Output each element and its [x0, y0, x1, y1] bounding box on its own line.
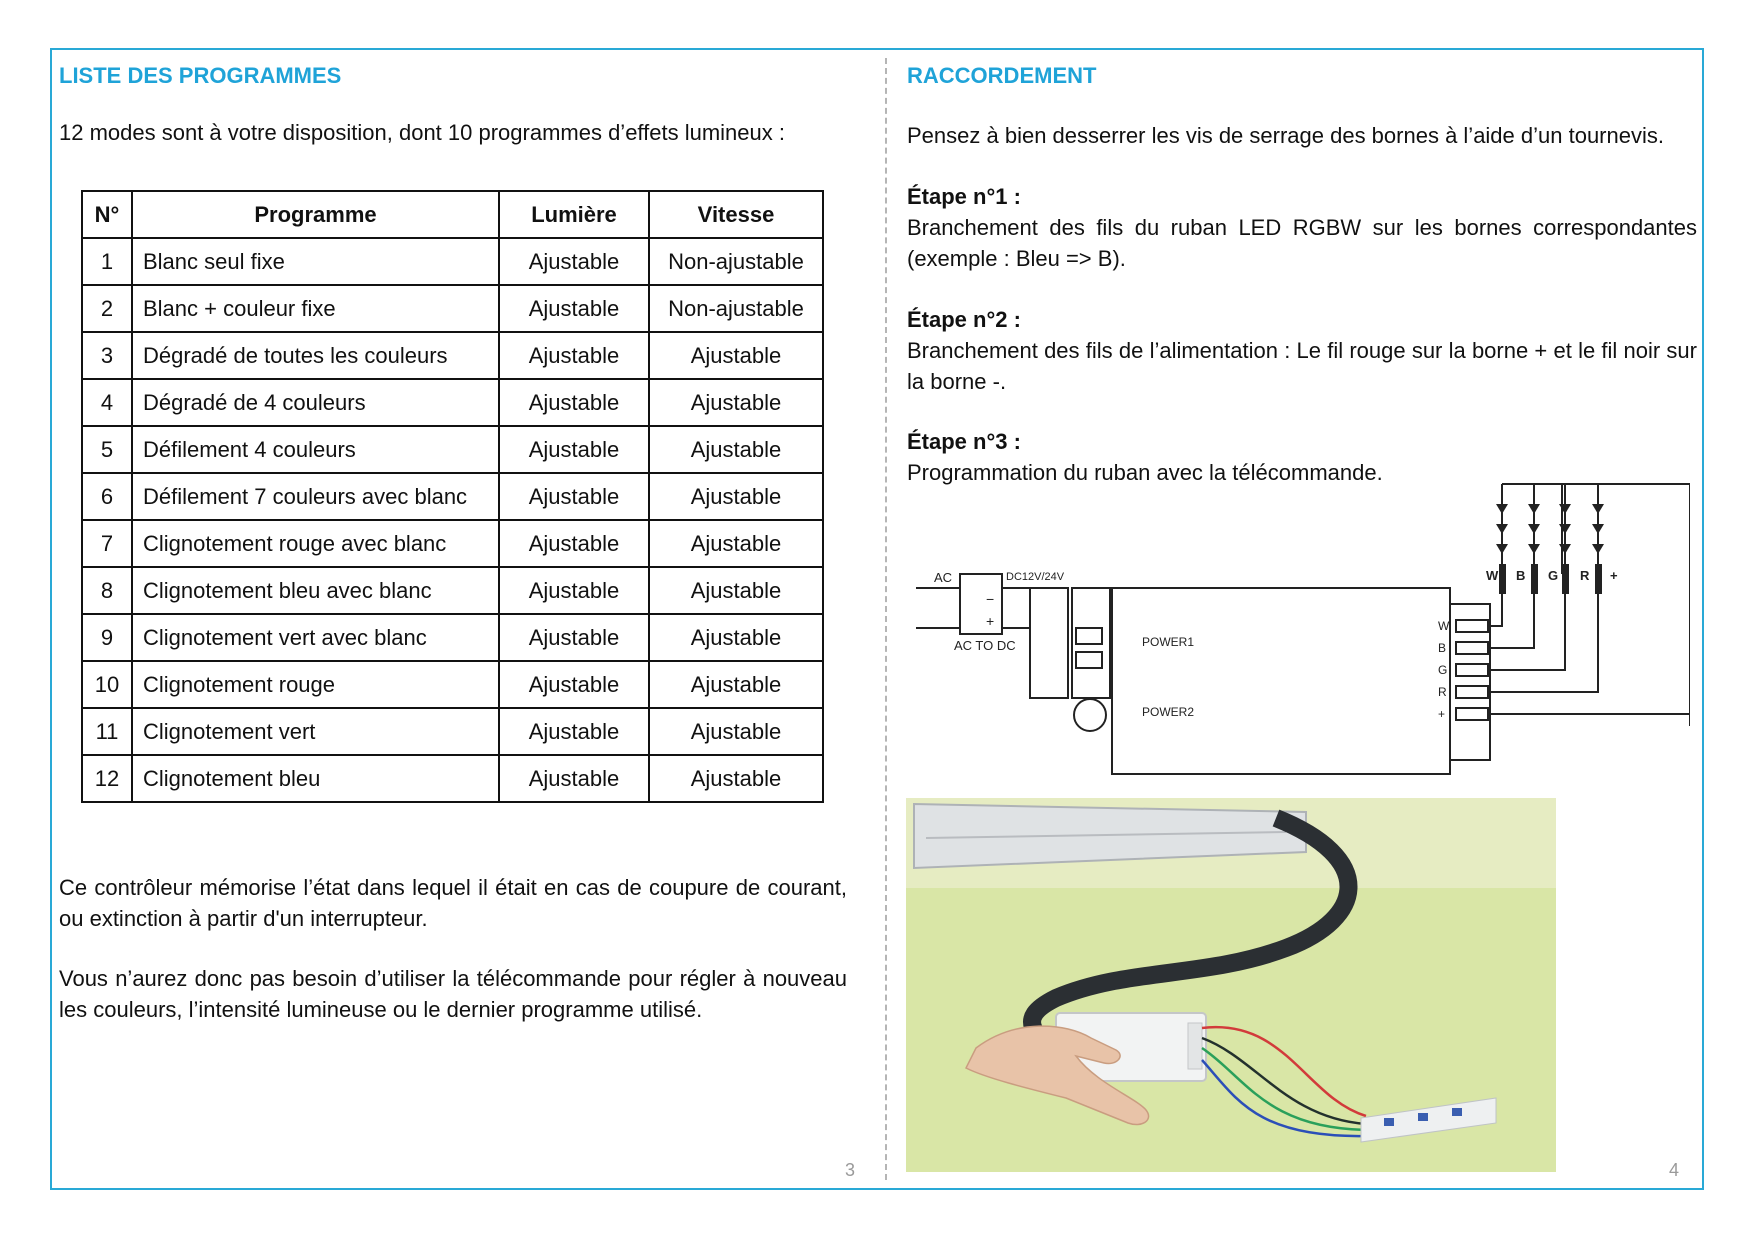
power1-label: POWER1 [1142, 635, 1195, 649]
table-row [82, 332, 823, 379]
page-number-right: 4 [1669, 1160, 1680, 1180]
row-number: 2 [82, 285, 132, 332]
row-light: Ajustable [499, 379, 649, 426]
step-1 [907, 181, 1697, 274]
strip-label: + [1610, 568, 1618, 583]
terminal-label: B [1438, 641, 1447, 655]
page-number-left: 3 [845, 1160, 856, 1180]
table-row [82, 755, 823, 802]
row-speed: Ajustable [649, 708, 823, 755]
row-program: Blanc + couleur fixe [132, 285, 499, 332]
led-strip-drawing [1502, 484, 1690, 726]
page-divider [885, 58, 887, 1180]
table-row [82, 426, 823, 473]
row-speed: Non-ajustable [649, 285, 823, 332]
strip-label: G [1548, 568, 1559, 583]
row-light: Ajustable [499, 238, 649, 285]
column-header-program: Programme [132, 191, 499, 238]
row-speed: Ajustable [649, 379, 823, 426]
row-speed: Ajustable [649, 426, 823, 473]
wiring-diagram [912, 478, 1690, 778]
remote-paragraph: Vous n’aurez donc pas besoin d’utiliser la télécommande pour régler à nouveau les couleurs, l’intensité lumineuse ou le dernier programme utilisé. [59, 966, 847, 1022]
ac-label: AC [934, 570, 953, 585]
row-light: Ajustable [499, 708, 649, 755]
row-speed: Ajustable [649, 755, 823, 802]
row-program: Clignotement rouge avec blanc [132, 520, 499, 567]
row-speed: Ajustable [649, 661, 823, 708]
row-light: Ajustable [499, 567, 649, 614]
terminal-labels [1438, 619, 1450, 721]
row-number: 10 [82, 661, 132, 708]
row-number: 4 [82, 379, 132, 426]
row-number: 8 [82, 567, 132, 614]
terminal-label: + [1438, 707, 1446, 721]
row-number: 3 [82, 332, 132, 379]
table-row [82, 285, 823, 332]
row-light: Ajustable [499, 473, 649, 520]
row-number: 11 [82, 708, 132, 755]
row-light: Ajustable [499, 755, 649, 802]
row-program: Clignotement vert [132, 708, 499, 755]
column-header-speed: Vitesse [649, 191, 823, 238]
row-speed: Ajustable [649, 614, 823, 661]
row-number: 6 [82, 473, 132, 520]
table-row [82, 520, 823, 567]
strip-label: W [1486, 568, 1499, 583]
table-row [82, 708, 823, 755]
step-1-label: Étape n°1 : [907, 184, 1021, 209]
connection-intro: Pensez à bien desserrer les vis de serrage des bornes à l’aide d’un tournevis. [907, 123, 1664, 148]
row-program: Clignotement bleu [132, 755, 499, 802]
step-1-text: Branchement des fils du ruban LED RGBW sur les bornes correspondantes (exemple : Bleu => B). [907, 215, 1697, 271]
output-wires [1490, 590, 1690, 726]
row-light: Ajustable [499, 520, 649, 567]
row-speed: Ajustable [649, 332, 823, 379]
dc-label: DC12V/24V [1006, 571, 1065, 583]
memory-paragraph: Ce contrôleur mémorise l’état dans lequel il était en cas de coupure de courant, ou extinction à partir d'un interrupteur. [59, 875, 847, 931]
plus-label: + [986, 613, 995, 629]
table-header-row [82, 191, 823, 238]
row-program: Dégradé de toutes les couleurs [132, 332, 499, 379]
row-light: Ajustable [499, 426, 649, 473]
left-page-title: LISTE DES PROGRAMMES [59, 63, 342, 88]
row-light: Ajustable [499, 285, 649, 332]
row-number: 9 [82, 614, 132, 661]
programs-table [81, 190, 824, 803]
strip-label: B [1516, 568, 1526, 583]
strip-label: R [1580, 568, 1590, 583]
converter-label: AC TO DC [954, 638, 1016, 653]
row-program: Blanc seul fixe [132, 238, 499, 285]
table-row [82, 567, 823, 614]
row-light: Ajustable [499, 332, 649, 379]
row-number: 7 [82, 520, 132, 567]
row-number: 12 [82, 755, 132, 802]
table-row [82, 473, 823, 520]
terminal-label: G [1438, 663, 1448, 677]
row-program: Défilement 7 couleurs avec blanc [132, 473, 499, 520]
step-2 [907, 304, 1697, 397]
controller-photo [906, 798, 1556, 1172]
power2-label: POWER2 [1142, 705, 1195, 719]
row-speed: Ajustable [649, 473, 823, 520]
row-light: Ajustable [499, 614, 649, 661]
row-number: 5 [82, 426, 132, 473]
step-2-text: Branchement des fils de l’alimentation : Le fil rouge sur la borne + et le fil noir sur la borne -. [907, 338, 1697, 394]
row-program: Clignotement rouge [132, 661, 499, 708]
step-3-label: Étape n°3 : [907, 429, 1021, 454]
step-2-label: Étape n°2 : [907, 307, 1021, 332]
terminal-label: R [1438, 685, 1447, 699]
row-program: Clignotement vert avec blanc [132, 614, 499, 661]
terminal-label: W [1438, 619, 1450, 633]
row-speed: Non-ajustable [649, 238, 823, 285]
row-program: Défilement 4 couleurs [132, 426, 499, 473]
column-header-number: N° [82, 191, 132, 238]
row-speed: Ajustable [649, 567, 823, 614]
controller-drawing [1030, 588, 1490, 774]
row-program: Dégradé de 4 couleurs [132, 379, 499, 426]
column-header-light: Lumière [499, 191, 649, 238]
row-speed: Ajustable [649, 520, 823, 567]
row-program: Clignotement bleu avec blanc [132, 567, 499, 614]
table-row [82, 661, 823, 708]
programs-table-body [82, 238, 823, 802]
right-page-title: RACCORDEMENT [907, 63, 1097, 88]
row-number: 1 [82, 238, 132, 285]
row-light: Ajustable [499, 661, 649, 708]
table-row [82, 238, 823, 285]
step-3-text: Programmation du ruban avec la télécommande. [907, 460, 1383, 485]
table-row [82, 379, 823, 426]
minus-label: − [986, 591, 995, 607]
table-row [82, 614, 823, 661]
programs-intro: 12 modes sont à votre disposition, dont 10 programmes d’effets lumineux : [59, 120, 785, 145]
